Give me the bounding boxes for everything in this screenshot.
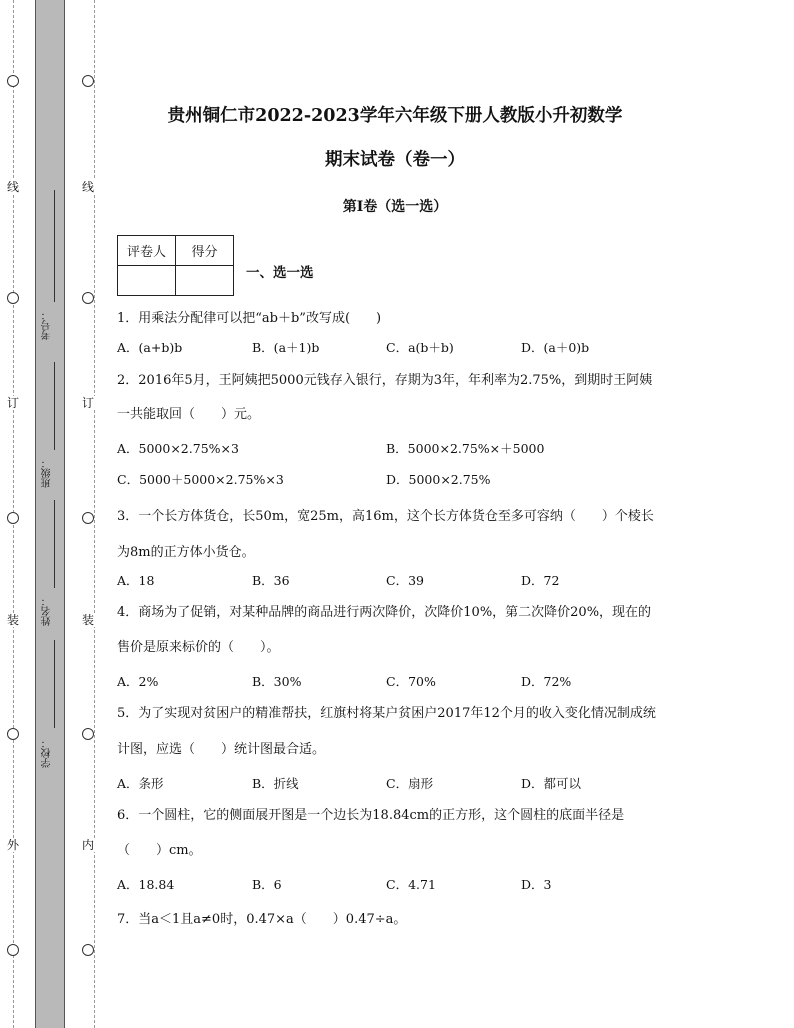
question-6: 6．一个圆柱，它的侧面展开图是一个边长为18.84cm的正方形，这个圆柱的底面半径是 [117, 808, 625, 823]
margin-char-nei: 内 [81, 838, 94, 852]
part-heading: 第I卷（选一选） [342, 199, 448, 215]
grader-cell[interactable] [118, 266, 176, 296]
binding-hole [7, 292, 19, 304]
q1-option-b: B．(a＋1)b [252, 340, 320, 355]
q6-option-b: B．6 [252, 877, 282, 892]
question-2: 2．2016年5月，王阿姨把5000元钱存入银行，存期为3年，年利率为2.75%，到期时王阿姨 [117, 373, 653, 388]
q2-option-a: A．5000×2.75%×3 [117, 441, 239, 456]
paper-title: 贵州铜仁市2022-2023学年六年级下册人教版小升初数学 [167, 106, 623, 126]
question-4-cont: 售价是原来标价的（ ）。 [117, 640, 280, 655]
q3-option-d: D．72 [521, 573, 560, 588]
binding-hole [7, 75, 19, 87]
exam-number-line [54, 190, 55, 302]
binding-hole [7, 512, 19, 524]
q4-option-b: B．30% [252, 674, 302, 689]
binding-hole [82, 292, 94, 304]
binding-hole [7, 728, 19, 740]
binding-hole [82, 944, 94, 956]
margin-char-xian: 线 [6, 180, 19, 194]
binding-hole [7, 944, 19, 956]
margin-char-ding: 订 [81, 396, 94, 410]
question-3-cont: 为8m的正方体小货仓。 [117, 545, 255, 560]
score-table [117, 235, 234, 296]
q3-option-c: C．39 [386, 573, 424, 588]
class-label: 班级： [42, 458, 53, 488]
q5-option-b: B．折线 [252, 776, 299, 791]
q6-option-c: C．4.71 [386, 877, 436, 892]
question-4: 4．商场为了促销，对某种品牌的商品进行两次降价，次降价10%，第二次降价20%，现在的 [117, 605, 652, 620]
q5-option-d: D．都可以 [521, 776, 582, 791]
section-heading: 一、选一选 [246, 265, 314, 281]
margin-char-zhuang: 装 [6, 613, 19, 627]
q2-option-b: B．5000×2.75%×＋5000 [386, 441, 545, 456]
q1-option-a: A．(a+b)b [117, 340, 183, 355]
name-line [54, 500, 55, 588]
question-5: 5．为了实现对贫困户的精准帮扶，红旗村将某户贫困户2017年12个月的收入变化情况制成统 [117, 706, 656, 721]
question-2-cont: 一共能取回（ ）元。 [117, 407, 261, 422]
grader-header: 评卷人 [118, 236, 176, 266]
exam-number-label: 考号： [42, 310, 53, 340]
inner-cut-line [94, 0, 95, 1028]
q3-option-a: A．18 [117, 573, 155, 588]
score-header: 得分 [176, 236, 234, 266]
school-line [54, 640, 55, 728]
name-label: 姓名： [42, 596, 53, 626]
q2-option-d: D．5000×2.75% [386, 472, 491, 487]
q3-option-b: B．36 [252, 573, 290, 588]
q1-option-d: D．(a＋0)b [521, 340, 590, 355]
q4-option-a: A．2% [117, 674, 159, 689]
q6-option-d: D．3 [521, 877, 552, 892]
binding-hole [82, 75, 94, 87]
binding-hole [82, 512, 94, 524]
q5-option-a: A．条形 [117, 776, 164, 791]
margin-char-zhuang: 装 [81, 613, 94, 627]
question-3: 3．一个长方体货仓，长50m，宽25m，高16m，这个长方体货仓至多可容纳（ ）个棱长 [117, 509, 654, 524]
q4-option-d: D．72% [521, 674, 572, 689]
margin-char-wai: 外 [6, 838, 19, 852]
q1-option-c: C．a(b＋b) [386, 340, 454, 355]
question-1: 1．用乘法分配律可以把“ab＋b”改写成( ) [117, 311, 382, 326]
q2-option-c: C．5000＋5000×2.75%×3 [117, 472, 284, 487]
question-7: 7．当a＜1且a≠0时，0.47×a（ ）0.47÷a。 [117, 912, 407, 927]
class-line [54, 362, 55, 450]
margin-char-ding: 订 [6, 396, 19, 410]
q6-option-a: A．18.84 [117, 877, 175, 892]
binding-hole [82, 728, 94, 740]
binding-strip [35, 0, 65, 1028]
question-6-cont: （ ）cm。 [117, 843, 202, 858]
margin-char-xian: 线 [81, 180, 94, 194]
paper-title-line2: 期末试卷（卷一） [325, 150, 465, 170]
school-label: 学校： [42, 738, 53, 768]
q5-option-c: C．扇形 [386, 776, 434, 791]
score-cell[interactable] [176, 266, 234, 296]
question-5-cont: 计图，应选（ ）统计图最合适。 [117, 742, 326, 757]
q4-option-c: C．70% [386, 674, 436, 689]
